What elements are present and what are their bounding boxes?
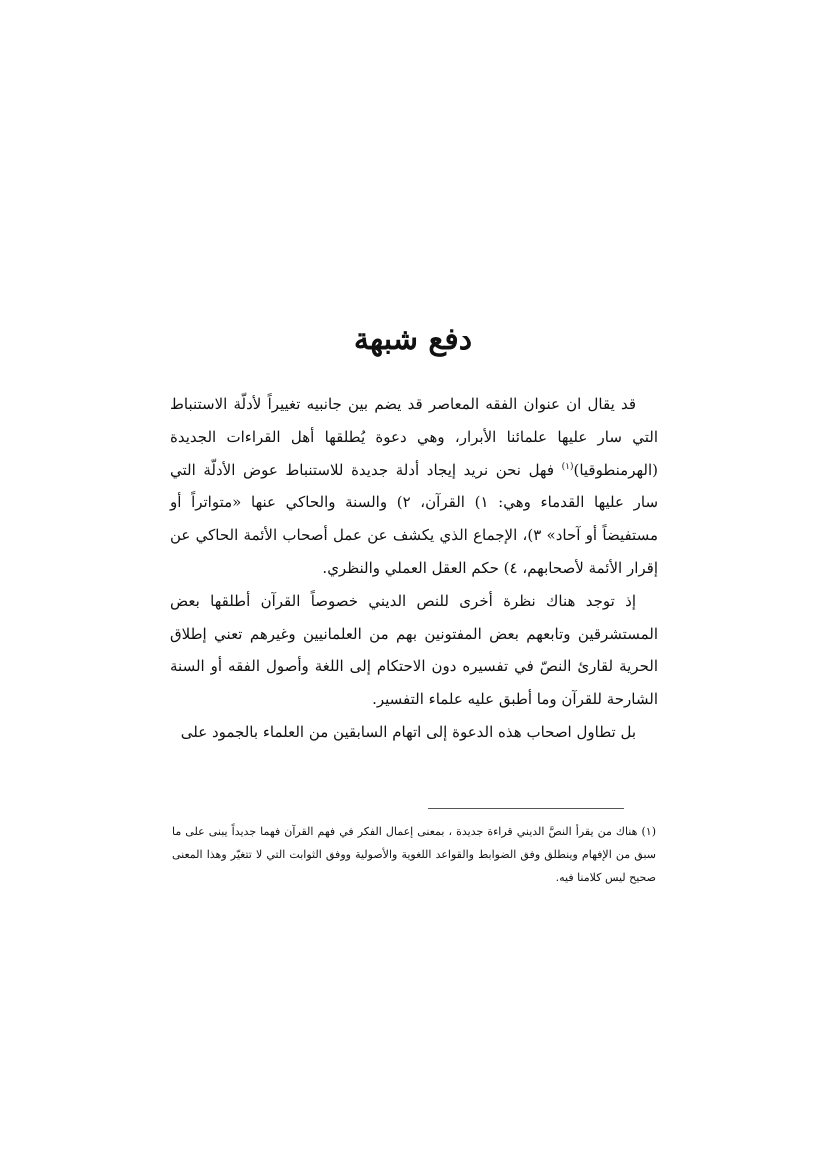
paragraph-2: إذ توجد هناك نظرة أخرى للنص الديني خصوصاً القرآن أطلقها بعض المستشرقين وتابعهم بعض المفتونين بهم من العلمانيين وغيرهم تعني إطلاق الحرية لقارئ النصّ في تفسيره دون الاحتكام إلى اللغة وأصول الفقه أو السنة الشارحة للقرآن وما أطبق عليه علماء التفسير. xyxy=(170,591,658,709)
footnote-separator xyxy=(428,808,624,809)
page-title: دفع شبهة xyxy=(353,322,473,357)
paragraph-1 xyxy=(170,388,658,585)
paragraph-1-text-before-ref: قد يقال ان عنوان الفقه المعاصر قد يضم بين جانبيه تغييراً لأدلّة الاستنباط التي سار عليها علمائنا الأبرار، وهي دعوة يُطلقها أهل القراءات الجديدة (الهرمنطوقيا) xyxy=(170,395,658,479)
paragraph-1-text-after-ref: فهل نحن نريد إيجاد أدلة جديدة للاستنباط عوض الأدلّة التي سار عليها القدماء وهي: ١) القرآن، ٢) والسنة والحاكي عنها «متواتراً أو مستفيضاً أو آحاد» ٣)، الإجماع الذي يكشف عن عمل أصحاب الأئمة الحاكي عن إقرار الأئمة لأصحابهم، ٤) حكم العقل العملي والنظري. xyxy=(170,460,659,577)
footnotes xyxy=(172,820,656,889)
main-text xyxy=(170,388,658,749)
footnote-reference-1: (١) xyxy=(561,461,574,472)
paragraph-3: بل تطاول اصحاب هذه الدعوة إلى اتهام السابقين من العلماء بالجمود على xyxy=(180,722,636,741)
footnote-1: (١) هناك من يقرأ النصَّ الديني قراءة جديدة ، بمعنى إعمال الفكر في فهم القرآن فهما جديداً يبنى على ما سبق من الإفهام وينطلق وفق الضوابط والقواعد اللغوية والأصولية ووفق الثوابت التي لا تتغيّر وهذا المعنى صحيح ليس كلامنا فيه. xyxy=(172,825,656,884)
